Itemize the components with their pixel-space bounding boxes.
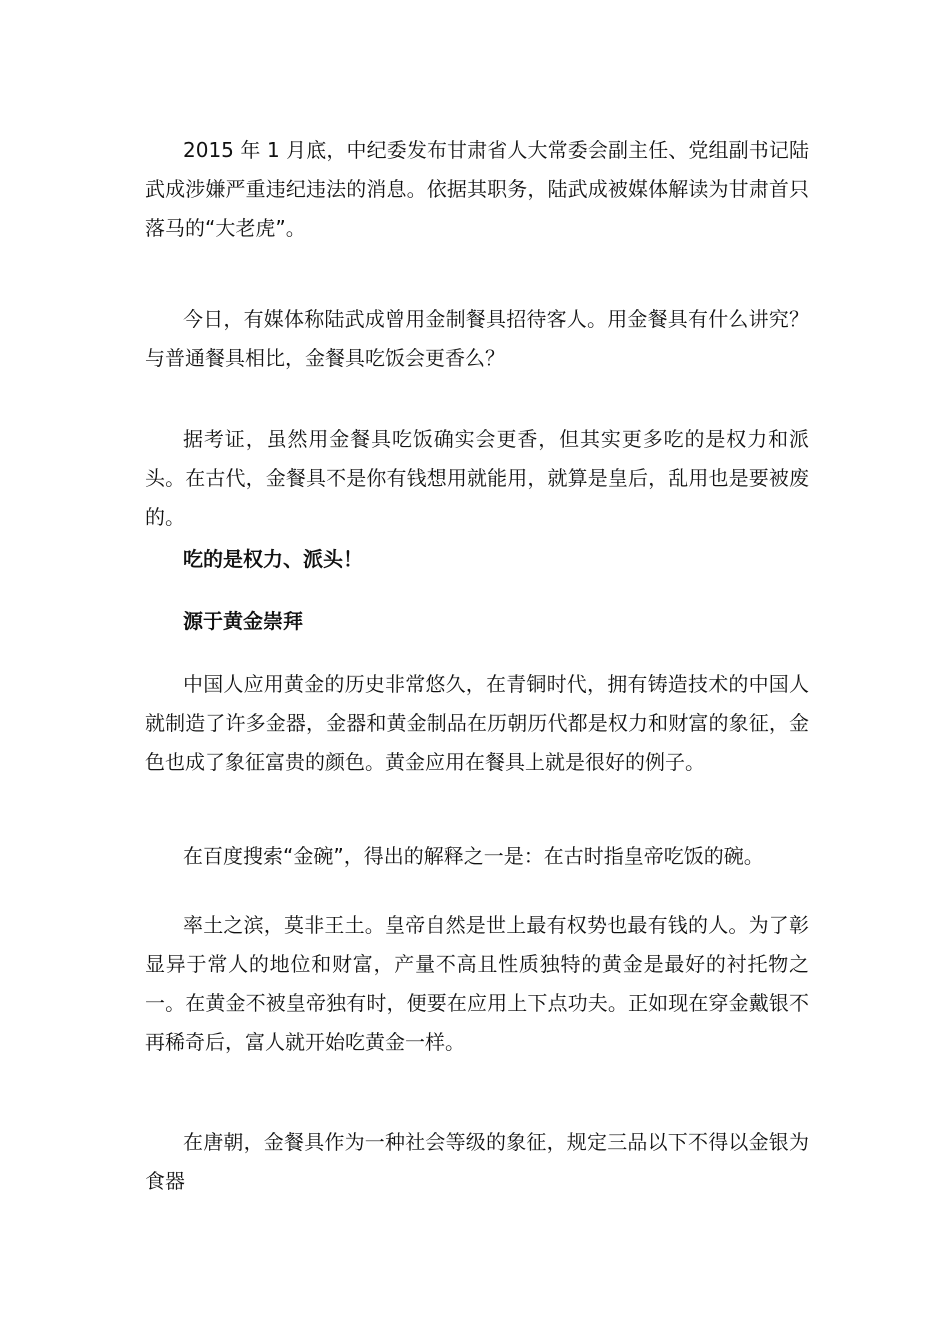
paragraph-question: 今日，有媒体称陆武成曾用金制餐具招待客人。用金餐具有什么讲究？与普通餐具相比，金餐具吃饭会更香么？ — [145, 307, 809, 370]
paragraph-emperor: 率土之滨，莫非王土。皇帝自然是世上最有权势也最有钱的人。为了彰显异于常人的地位和财富，产量不高且性质独特的黄金是最好的衬托物之一。在黄金不被皇帝独有时，便要在应用上下点功夫。正如现在穿金戴银不再稀奇后，富人就开始吃黄金一样。 — [145, 913, 809, 1054]
section-heading-power: 吃的是权力、派头！ — [183, 547, 363, 571]
paragraph-baidu-search: 在百度搜索“金碗”，得出的解释之一是：在古时指皇帝吃饭的碗。 — [183, 844, 764, 868]
paragraph-intro: 2015 年 1 月底，中纪委发布甘肃省人大常委会副主任、党组副书记陆武成涉嫌严重违纪违法的消息。依据其职务，陆武成被媒体解读为甘肃首只落马的“大老虎”。 — [145, 138, 809, 240]
section-heading-gold-worship: 源于黄金崇拜 — [183, 609, 303, 633]
paragraph-tang-dynasty: 在唐朝，金餐具作为一种社会等级的象征，规定三品以下不得以金银为食器 — [145, 1130, 809, 1193]
paragraph-gold-history: 中国人应用黄金的历史非常悠久，在青铜时代，拥有铸造技术的中国人就制造了许多金器，金器和黄金制品在历朝历代都是权力和财富的象征，金色也成了象征富贵的颜色。黄金应用在餐具上就是很好的例子。 — [145, 672, 809, 774]
paragraph-research: 据考证，虽然用金餐具吃饭确实会更香，但其实更多吃的是权力和派头。在古代，金餐具不是你有钱想用就能用，就算是皇后，乱用也是要被废的。 — [145, 427, 809, 529]
